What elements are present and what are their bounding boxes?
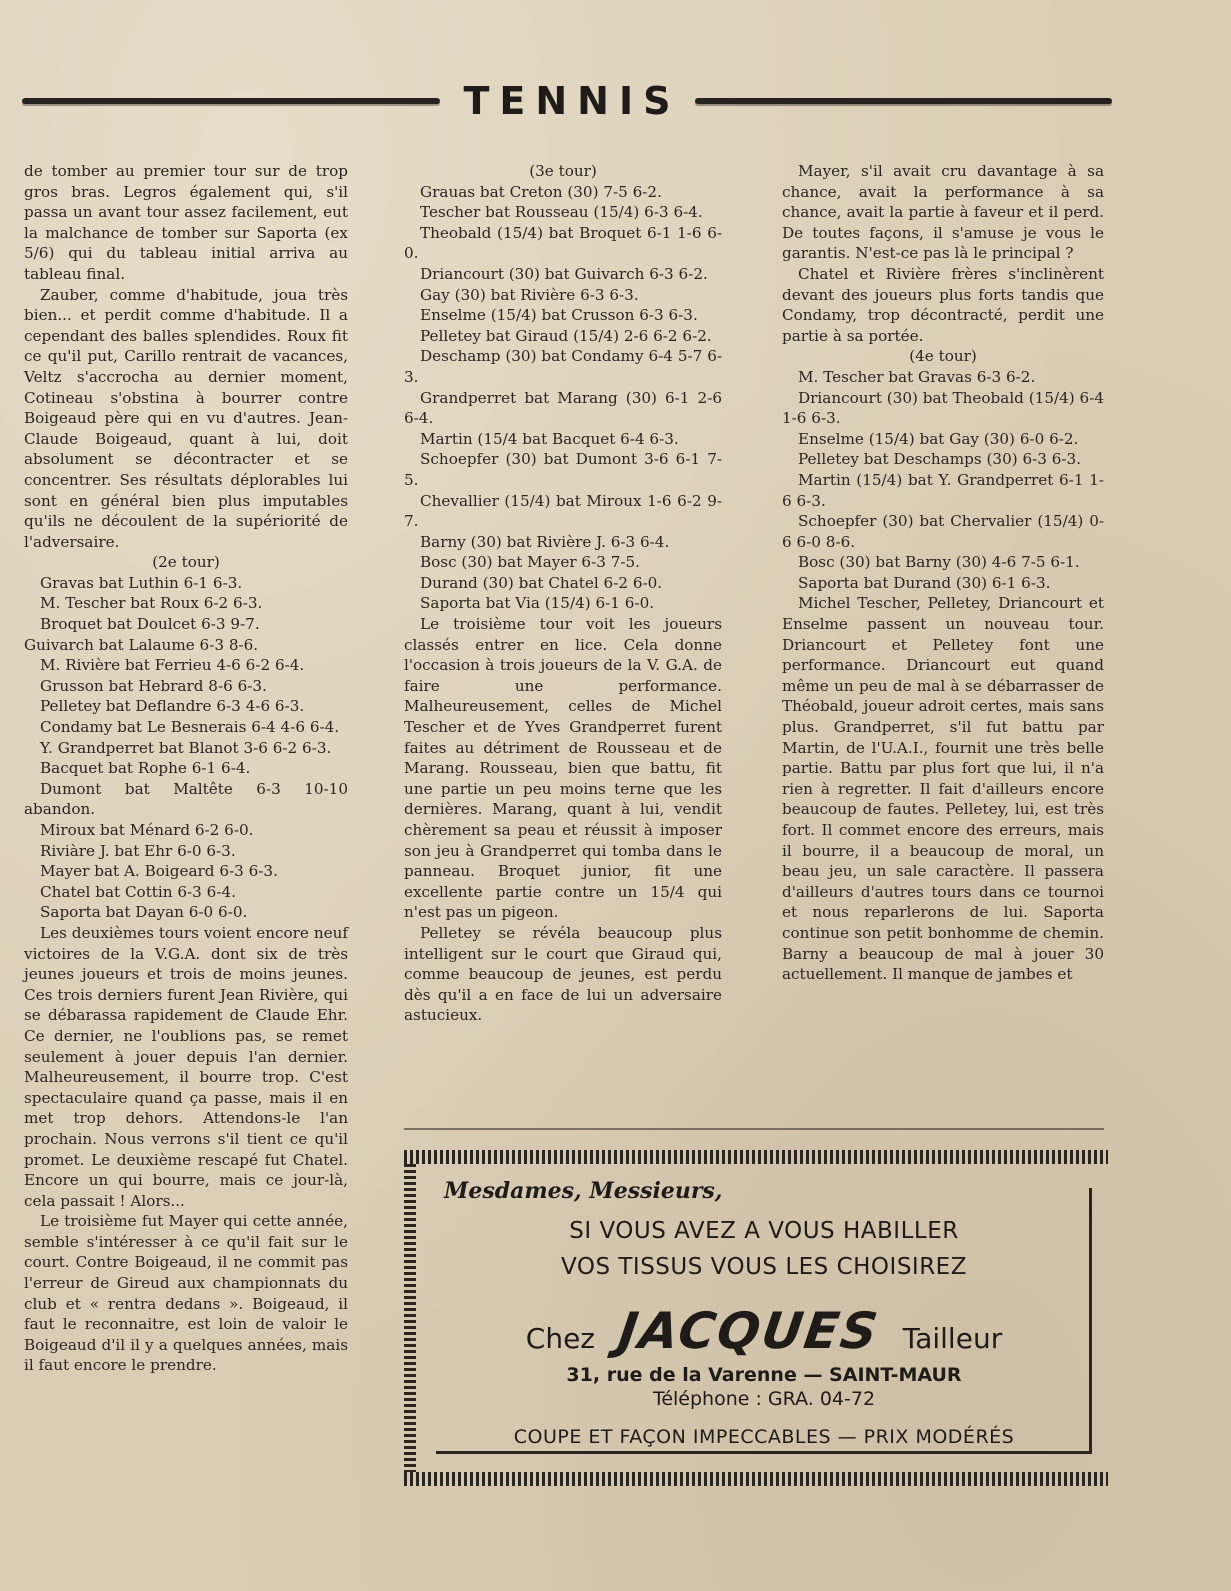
- ad-phone: Téléphone : GRA. 04-72: [652, 1388, 876, 1410]
- match-result: M. Tescher bat Gravas 6-3 6-2.: [798, 367, 1036, 386]
- match-result: Martin (15/4) bat Y. Grandperret 6-1 1-6 6-3.: [782, 470, 1104, 510]
- match-result: Durand (30) bat Chatel 6-2 6-0.: [420, 573, 663, 592]
- match-result: Grusson bat Hebrard 8-6 6-3.: [40, 676, 267, 695]
- ad-brand-name: JACQUES: [614, 1302, 883, 1360]
- match-result: Bacquet bat Rophe 6-1 6-4.: [40, 759, 251, 778]
- match-result: Gravas bat Luthin 6-1 6-3.: [40, 573, 243, 592]
- match-result: Bosc (30) bat Mayer 6-3 7-5.: [420, 553, 640, 572]
- article-paragraph: Michel Tescher, Pelletey, Driancourt et Enselme passent un nouveau tour. Driancourt et Pelletey font une performance. Driancourt eut quand même un peu de mal à se débarrasser de Théobald, joueur adroit certes, mais sans plus. Grandperret, s'il fut battu par Martin, de l'U.A.I., fournit une très belle partie. Battu par plus fort que lui, il n'a rien à regretter. Il fait d'ailleurs encore beaucoup de fautes. Pelletey, lui, est très fort. Il commet encore des erreurs, mais il bourre, il a beaucoup de moral, un beau jeu, un sale caractère. Il passera d'ailleurs d'autres tours dans ce tournoi et nous reparlerons de lui. Saporta continue son petit bonhomme de chemin. Barny a beaucoup de mal à jouer 30 actuellement. Il manque de jambes et: [782, 594, 1104, 984]
- match-result: Broquet bat Doulcet 6-3 9-7.: [40, 615, 260, 634]
- match-result: Enselme (15/4) bat Crusson 6-3 6-3.: [420, 306, 698, 325]
- match-result: Theobald (15/4) bat Broquet 6-1 1-6 6-0.: [404, 223, 722, 263]
- match-result: Grauas bat Creton (30) 7-5 6-2.: [420, 182, 662, 201]
- article-column-2: [404, 161, 722, 1026]
- match-result: Gay (30) bat Rivière 6-3 6-3.: [420, 285, 639, 304]
- ad-brand-row: [436, 1302, 1092, 1360]
- match-result: Schoepfer (30) bat Dumont 3-6 6-1 7-5.: [404, 450, 722, 489]
- ad-border-bottom: [404, 1472, 1108, 1486]
- match-result: M. Rivière bat Ferrieu 4-6 6-2 6-4.: [40, 656, 305, 675]
- ad-chez: Chez: [525, 1322, 596, 1355]
- article-paragraph: Le troisième fut Mayer qui cette année, semble s'intéresser à ce qu'il fait sur le court. Contre Boigeaud, il ne commit pas l'erreur de Gireud aux championnats du club et « rentra dedans ». Boigeaud, il faut le reconnaitre, est loin de valoir le Boigeaud d'il il y a quelques années, mais il faut encore le prendre.: [24, 1212, 348, 1375]
- match-result: Enselme (15/4) bat Gay (30) 6-0 6-2.: [798, 429, 1079, 448]
- match-result: Barny (30) bat Rivière J. 6-3 6-4.: [420, 532, 670, 551]
- match-result: Dumont bat Maltête 6-3 10-10 abandon.: [24, 779, 348, 819]
- match-result: Schoepfer (30) bat Chervalier (15/4) 0-6 6-0 8-6.: [782, 512, 1104, 551]
- match-result: Deschamp (30) bat Condamy 6-4 5-7 6-3.: [404, 347, 722, 386]
- round-heading: (3e tour): [529, 162, 597, 180]
- header-rule-left: [22, 98, 440, 104]
- article-paragraph: Guivarch bat Lalaume 6-3 8-6.: [24, 635, 259, 654]
- match-result: Mayer bat A. Boigeard 6-3 6-3.: [40, 862, 278, 881]
- ad-headline-2: VOS TISSUS VOUS LES CHOISIREZ: [561, 1254, 967, 1280]
- match-result: Chevallier (15/4) bat Miroux 1-6 6-2 9-7.: [404, 491, 722, 531]
- ad-address: 31, rue de la Varenne — SAINT-MAUR: [566, 1364, 962, 1386]
- column-divider-rule: [404, 1128, 1104, 1130]
- match-result: Saporta bat Dayan 6-0 6-0.: [40, 903, 248, 922]
- match-result: Pelletey bat Giraud (15/4) 2-6 6-2 6-2.: [420, 326, 712, 345]
- match-result: Saporta bat Via (15/4) 6-1 6-0.: [420, 594, 655, 613]
- ad-border-top: [404, 1150, 1108, 1164]
- article-paragraph: Zauber, comme d'habitude, joua très bien... et perdit comme d'habitude. Il a cependant des balles splendides. Roux fit ce qu'il put, Carillo rentrait de vacances, Veltz s'accrocha au dernier moment, Cotineau s'obstina à bourrer contre Boigeaud père qui en vu d'autres. Jean-Claude Boigeaud, quant à lui, doit absolument se décontracter et se concentrer. Ses résultats déplorables lui sont en général bien plus imputables qu'ils ne découlent de la supériorité de l'adversaire.: [24, 285, 348, 551]
- round-heading: (4e tour): [909, 347, 977, 366]
- match-result: Chatel bat Cottin 6-3 6-4.: [40, 882, 236, 901]
- ad-salutation: Mesdames, Messieurs,: [444, 1178, 723, 1204]
- ad-headline-1: SI VOUS AVEZ A VOUS HABILLER: [569, 1218, 959, 1244]
- article-paragraph: Le troisième tour voit les joueurs classés entrer en lice. Cela donne l'occasion à trois joueurs de la V. G.A. de faire une performance. Malheureusement, celles de Michel Tescher et de Yves Grandperret furent faites au détriment de Rousseau et de Marang. Rousseau, bien que battu, fit une partie un peu moins terne que les dernières. Marang, quant à lui, vendit chèrement sa peau et réussit à imposer son jeu à Grandperret qui tomba dans le panneau. Broquet junior, fit une excellente partie contre un 15/4 qui n'est pas un pigeon.: [404, 615, 722, 922]
- match-result: Condamy bat Le Besnerais 6-4 4-6 6-4.: [40, 718, 340, 737]
- article-paragraph: de tomber au premier tour sur de trop gros bras. Legros également qui, s'il passa un avant tour assez facilement, eut la malchance de tomber sur Saporta (ex 5/6) qui du tableau initial arriva au tableau final.: [24, 162, 348, 283]
- article-paragraph: Chatel et Rivière frères s'inclinèrent devant des joueurs plus forts tandis que Condamy, trop décontracté, perdit une partie à sa portée.: [782, 264, 1104, 345]
- article-column-1: [24, 161, 348, 1376]
- tailor-advertisement: [404, 1150, 1108, 1486]
- match-result: Pelletey bat Deflandre 6-3 4-6 6-3.: [40, 697, 305, 716]
- match-result: Tescher bat Rousseau (15/4) 6-3 6-4.: [420, 203, 703, 222]
- article-paragraph: Mayer, s'il avait cru davantage à sa chance, avait la performance à sa chance, avait la partie à faveur et il perd. De toutes façons, il s'amuse je vous le garantis. N'est-ce pas là le principal ?: [782, 162, 1104, 263]
- header-rule-right: [695, 98, 1113, 104]
- ad-border-left: [404, 1164, 416, 1472]
- ad-footer: COUPE ET FAÇON IMPECCABLES — PRIX MODÉRÉS: [513, 1426, 1015, 1448]
- section-header: [22, 78, 1112, 124]
- match-result: Grandperret bat Marang (30) 6-1 2-6 6-4.: [404, 388, 722, 428]
- match-result: Miroux bat Ménard 6-2 6-0.: [40, 821, 254, 839]
- round-heading: (2e tour): [152, 553, 220, 572]
- ad-tailleur: Tailleur: [902, 1322, 1003, 1355]
- match-result: Driancourt (30) bat Theobald (15/4) 6-4 1-6 6-3.: [782, 388, 1104, 428]
- match-result: Driancourt (30) bat Guivarch 6-3 6-2.: [420, 264, 708, 283]
- match-result: Bosc (30) bat Barny (30) 4-6 7-5 6-1.: [798, 553, 1080, 572]
- match-result: M. Tescher bat Roux 6-2 6-3.: [40, 594, 263, 613]
- article-column-3: [782, 161, 1104, 985]
- match-result: Saporta bat Durand (30) 6-1 6-3.: [798, 573, 1051, 592]
- match-result: Riviàre J. bat Ehr 6-0 6-3.: [40, 841, 236, 860]
- article-paragraph: Pelletey se révéla beaucoup plus intelligent sur le court que Giraud qui, comme beaucoup de jeunes, est perdu dès qu'il a en face de lui un adversaire astucieux.: [404, 923, 722, 1025]
- match-result: Y. Grandperret bat Blanot 3-6 6-2 6-3.: [40, 738, 332, 757]
- match-result: Martin (15/4 bat Bacquet 6-4 6-3.: [420, 429, 679, 448]
- article-paragraph: Les deuxièmes tours voient encore neuf victoires de la V.G.A. dont six de très jeunes joueurs et trois de moins jeunes. Ces trois derniers furent Jean Rivière, qui se débarassa rapidement de Claude Ehr. Ce dernier, ne l'oublions pas, se remet seulement à jouer depuis l'an dernier. Malheureusement, il bourre trop. C'est spectaculaire quand ça passe, mais il en met trop dehors. Attendons-le l'an prochain. Nous verrons s'il tient ce qu'il promet. Le deuxième rescapé fut Chatel. Encore un qui bourre, mais ce jour-là, cela passait ! Alors...: [24, 923, 348, 1210]
- match-result: Pelletey bat Deschamps (30) 6-3 6-3.: [798, 450, 1082, 469]
- section-title: TENNIS: [463, 79, 681, 123]
